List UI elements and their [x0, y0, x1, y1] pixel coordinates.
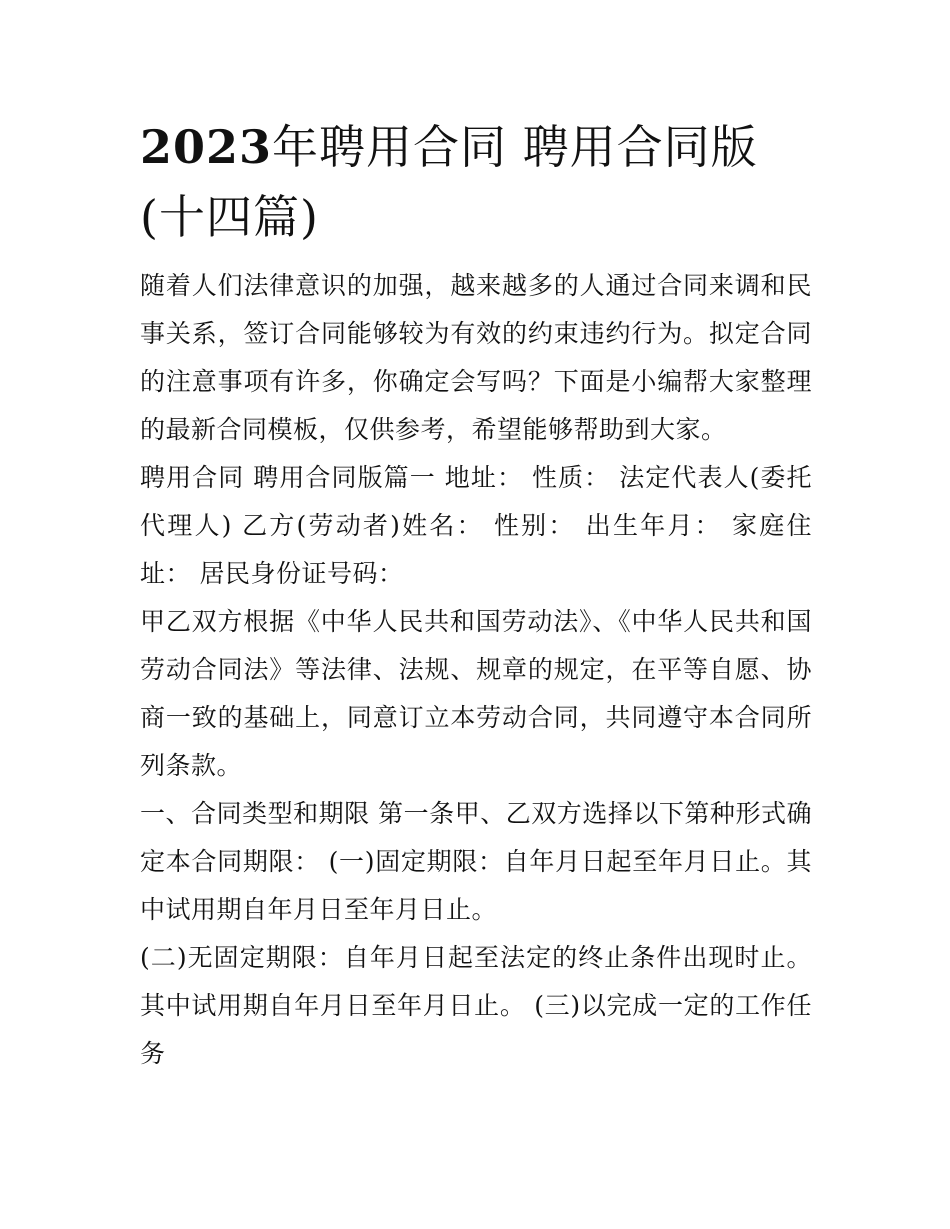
paragraph-contract-type: 一、合同类型和期限 第一条甲、乙双方选择以下第种形式确定本合同期限： (一)固定期限：自年月日起至年月日止。其中试用期自年月日至年月日止。 [140, 799, 812, 924]
paragraph-indefinite-term: (二)无固定期限：自年月日起至法定的终止条件出现时止。其中试用期自年月日至年月日止。 (三)以完成一定的工作任务 [140, 943, 812, 1068]
paragraph-party-info: 聘用合同 聘用合同版篇一 地址： 性质： 法定代表人(委托代理人) 乙方(劳动者)姓名： 性别： 出生年月： 家庭住址： 居民身份证号码： [140, 463, 812, 588]
title-text: 年聘用合同 聘用合同版(十四篇) [140, 120, 758, 244]
document-body [140, 262, 812, 1078]
document-title [140, 112, 812, 252]
paragraph-intro: 随着人们法律意识的加强，越来越多的人通过合同来调和民事关系，签订合同能够较为有效的约束违约行为。拟定合同的注意事项有许多，你确定会写吗？下面是小编帮大家整理的最新合同模板，仅供参考，希望能够帮助到大家。 [140, 271, 812, 444]
document-page [140, 112, 812, 1078]
title-year: 2023 [140, 120, 273, 174]
paragraph-legal-basis: 甲乙双方根据《中华人民共和国劳动法》、《中华人民共和国劳动合同法》等法律、法规、规章的规定，在平等自愿、协商一致的基础上，同意订立本劳动合同，共同遵守本合同所列条款。 [140, 607, 812, 780]
